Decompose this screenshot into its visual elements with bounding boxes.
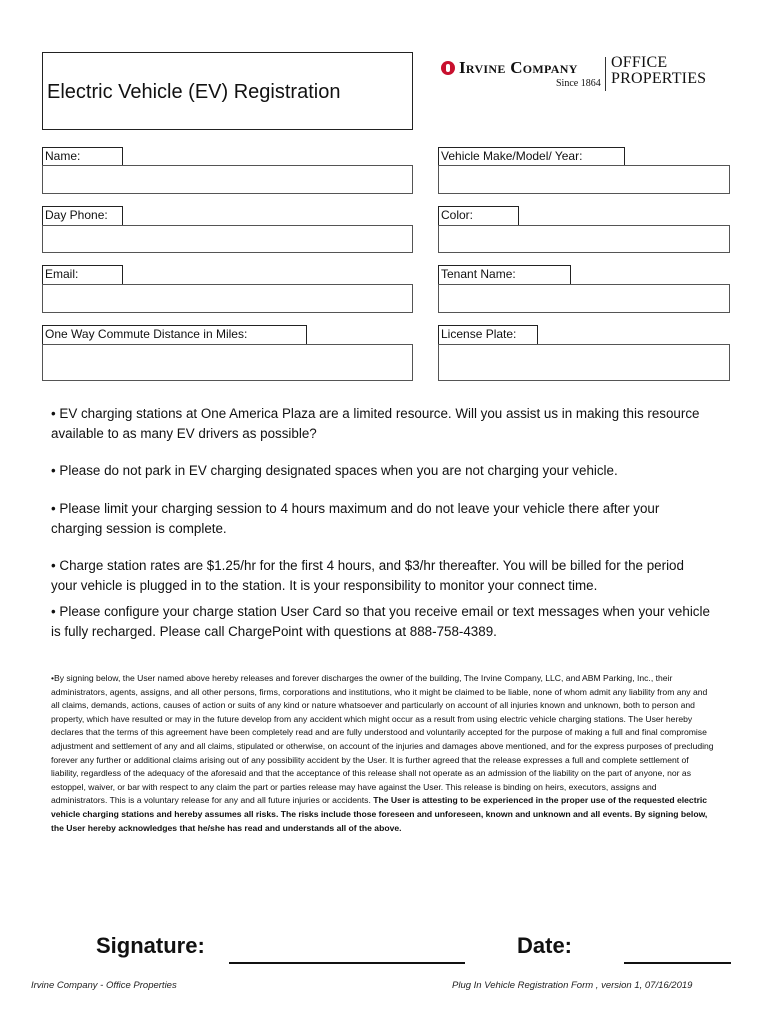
form-title-box (42, 52, 413, 130)
logo-office-line1: OFFICE (611, 54, 668, 71)
instruction-item: • Please do not park in EV charging designated spaces when you are not charging your vehicle. (51, 463, 618, 478)
license-plate-field[interactable] (438, 344, 730, 381)
irvine-company-logo (440, 55, 730, 95)
name-label: Name: (42, 147, 123, 167)
vehicle-label: Vehicle Make/Model/ Year: (438, 147, 625, 167)
date-line[interactable] (624, 962, 731, 964)
instruction-item: • Please configure your charge station User Card so that you receive email or text messages when your vehicle is fully recharged. Please call ChargePoint with questions at 888-758-4389. (51, 604, 710, 639)
footer-right: Plug In Vehicle Registration Form , version 1, 07/16/2019 (452, 980, 693, 991)
instruction-item: • Please limit your charging session to 4 hours maximum and do not leave your vehicle there after your charging session is complete. (51, 501, 660, 536)
color-field[interactable] (438, 225, 730, 253)
signature-line[interactable] (229, 962, 465, 964)
email-label: Email: (42, 265, 123, 285)
email-field[interactable] (42, 284, 413, 313)
commute-distance-label: One Way Commute Distance in Miles: (42, 325, 307, 345)
day-phone-label: Day Phone: (42, 206, 123, 226)
logo-divider (605, 57, 606, 91)
liability-release (51, 672, 715, 835)
instruction-item: • EV charging stations at One America Plaza are a limited resource. Will you assist us in making this resource available to as many EV drivers as possible? (51, 406, 700, 441)
vehicle-field[interactable] (438, 165, 730, 194)
logo-office-line2: PROPERTIES (611, 70, 707, 87)
liability-release-text: •By signing below, the User named above hereby releases and forever discharges the owner of the building, The Irvine Company, LLC, and ABM Parking, Inc., their administrators, agents, assigns, and all other persons, firms, corporations and institutions, who it might be claimed to be liable, none of whom admit any liability from any and all claims, demands, actions, causes of action or suits of any kind or nature whatsoever and particularly on account of all injuries known and unknown, both to person and property, which have resulted or may in the future develop from any accident which might occur as a result from using electric vehicle charging stations. The User hereby declares that the terms of this agreement have been completely read and are fully understood and voluntarily accepted for the purpose of making a full and final compromise adjustment and settlement of any and all claims, stipulated or otherwise, on account of the injuries and damages above mentioned, and for the express purposes of precluding forever any further or additional claims arising out of any possibility accident by the User. It is further agreed that the release expresses a full and complete settlement of liability, regardless of the adequacy of the aforesaid and that the acceptance of this release shall not operate as an admission of the liability on the part of anyone, nor as estoppel, waiver, or bar with respect to any claim the part or parties release may have against the User. This release is binding on heirs, executors, assigns and administrators. This is a voluntary release for any and all future injuries or accidents. (51, 673, 714, 806)
logo-company-name: Irvine Company (459, 58, 578, 77)
color-label: Color: (438, 206, 519, 226)
tenant-name-field[interactable] (438, 284, 730, 313)
logo-since: Since 1864 (556, 78, 601, 89)
logo-office-properties (611, 55, 706, 87)
instruction-item: • Charge station rates are $1.25/hr for the first 4 hours, and $3/hr thereafter. You will be billed for the period your vehicle is plugged in to the station. It is your responsibility to monitor your connect time. (51, 558, 684, 593)
name-field[interactable] (42, 165, 413, 194)
date-label: Date: (517, 933, 573, 958)
signature-label: Signature: (96, 933, 205, 958)
footer-left: Irvine Company - Office Properties (31, 980, 177, 991)
tenant-name-label: Tenant Name: (438, 265, 571, 285)
irvine-company-mark-icon (441, 61, 455, 75)
form-title: Electric Vehicle (EV) Registration (47, 81, 341, 103)
commute-distance-field[interactable] (42, 344, 413, 381)
day-phone-field[interactable] (42, 225, 413, 253)
liability-release-bold: The User is attesting to be experienced in the proper use of the requested electric vehicle charging stations and hereby assumes all risks. The risks include those foreseen and unforeseen, known and unknown and all events. By signing below, the User hereby acknowledges that he/she has read and understands all of the above. (51, 795, 708, 833)
license-plate-label: License Plate: (438, 325, 538, 345)
